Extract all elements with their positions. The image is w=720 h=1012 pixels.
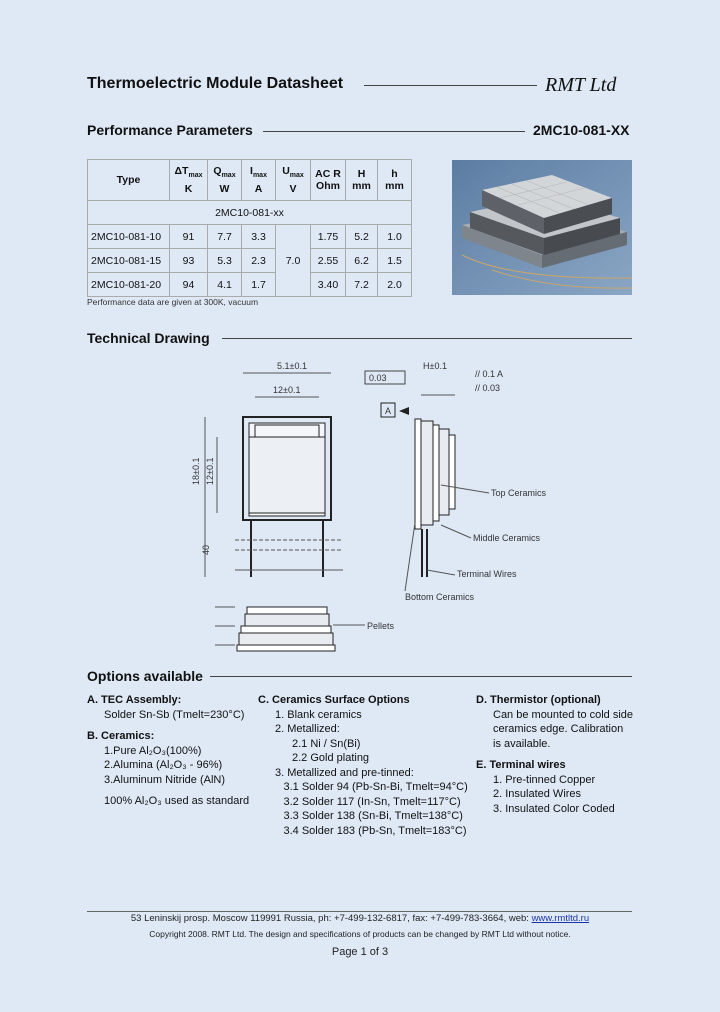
dim-inner: 12±0.1	[273, 385, 301, 395]
table-header-row	[88, 160, 412, 201]
performance-heading: Performance Parameters	[87, 122, 253, 138]
flatness-label: 0.03	[369, 373, 387, 383]
options-heading: Options available	[87, 668, 203, 684]
cell-q: 5.3	[208, 249, 242, 273]
footer-address	[0, 913, 720, 924]
cell-h: 1.0	[378, 225, 412, 249]
option-item	[476, 751, 636, 758]
table-row	[88, 225, 412, 249]
option-heading: B. Ceramics:	[87, 730, 155, 742]
option-heading: A. TEC Assembly:	[87, 694, 182, 706]
brand-name: RMT Ltd	[545, 74, 617, 96]
option-item: 2.1 Ni / Sn(Bi)	[292, 737, 361, 750]
front-view	[205, 373, 343, 577]
header-rule	[364, 85, 537, 86]
col-h: h mm	[378, 160, 412, 201]
footer-rule	[87, 911, 632, 912]
option-item: 1.Pure Al₂O₃(100%)	[104, 744, 202, 757]
option-heading: C. Ceramics Surface Options	[258, 694, 410, 706]
option-item: 3.Aluminum Nitride (AlN)	[104, 773, 226, 786]
cell-type: 2MC10-081-15	[88, 249, 170, 273]
label-pellets: Pellets	[367, 621, 395, 631]
cell-acr: 2.55	[311, 249, 346, 273]
performance-rule	[263, 131, 525, 132]
option-heading: E. Terminal wires	[476, 759, 566, 771]
cell-H: 7.2	[346, 273, 378, 297]
performance-note: Performance data are given at 300K, vacuum	[87, 297, 259, 307]
option-item: 3. Metallized and pre-tinned:	[275, 766, 414, 779]
option-item: 3.3 Solder 138 (Sn-Bi, Tmelt=138°C)	[283, 810, 463, 822]
cell-type: 2MC10-081-20	[88, 273, 170, 297]
parallel-2: // 0.03	[475, 383, 501, 393]
cell-i: 1.7	[242, 273, 276, 297]
option-item: ceramics edge. Calibration	[493, 723, 624, 735]
option-item: 1. Pre-tinned Copper	[493, 773, 596, 786]
option-item: 3. Insulated Color Coded	[493, 802, 615, 815]
table-row	[88, 249, 412, 273]
dim-H: H±0.1	[423, 361, 447, 371]
option-item: 100% Al₂O₃ used as standard	[104, 795, 250, 807]
option-item	[87, 787, 252, 794]
model-number: 2MC10-081-XX	[533, 122, 630, 138]
cell-q: 7.7	[208, 225, 242, 249]
side-view	[365, 371, 455, 577]
website-link[interactable]: www.rmtltd.ru	[531, 913, 590, 924]
option-heading: D. Thermistor (optional)	[476, 694, 601, 706]
options-col-3	[476, 693, 636, 816]
tec-module-image	[452, 160, 632, 295]
footer-address-text: 53 Leninskij prosp. Moscow 119991 Russia, ph: +7-499-132-6817, fax: +7-499-783-3664, web:	[130, 913, 532, 924]
option-item: 2. Metallized:	[275, 723, 340, 735]
dim-top: 5.1±0.1	[277, 361, 307, 371]
option-item: 3.4 Solder 183 (Pb-Sn, Tmelt=183°C)	[283, 824, 467, 837]
cell-i: 3.3	[242, 225, 276, 249]
col-type: Type	[88, 160, 170, 201]
col-H: H mm	[346, 160, 378, 201]
cell-acr: 3.40	[311, 273, 346, 297]
cell-dt: 91	[170, 225, 208, 249]
option-item: is available.	[493, 737, 551, 750]
drawing-rule	[222, 338, 632, 339]
cell-h: 1.5	[378, 249, 412, 273]
dim-height: 18±0.1	[191, 457, 201, 485]
label-middle-ceramics: Middle Ceramics	[473, 533, 541, 543]
col-dtmax: $\Delta T_{max}$ K	[170, 160, 208, 201]
option-item: Can be mounted to cold side	[493, 708, 634, 721]
cell-type: 2MC10-081-10	[88, 225, 170, 249]
cell-q: 4.1	[208, 273, 242, 297]
col-umax: $U_{max}$ V	[276, 160, 311, 201]
option-item: 1. Blank ceramics	[275, 708, 362, 721]
bottom-view	[215, 607, 365, 651]
option-item	[87, 722, 252, 729]
option-item: 2.Alumina (Al₂O₃ - 96%)	[104, 759, 223, 771]
cell-h: 2.0	[378, 273, 412, 297]
cell-H: 5.2	[346, 225, 378, 249]
group-row	[88, 201, 412, 225]
col-imax: $I_{max}$ A	[242, 160, 276, 201]
col-acr: AC R Ohm	[311, 160, 346, 201]
label-terminal-wires: Terminal Wires	[457, 569, 517, 579]
option-item: 3.1 Solder 94 (Pb-Sn-Bi, Tmelt=94°C)	[283, 781, 468, 793]
cell-umax: 7.0	[276, 225, 311, 297]
product-photo	[452, 160, 632, 295]
cell-dt: 94	[170, 273, 208, 297]
label-bottom-ceramics: Bottom Ceramics	[405, 592, 475, 602]
option-item: 2.2 Gold plating	[292, 752, 370, 764]
parallel-1: // 0.1 A	[475, 369, 504, 379]
datum-label: A	[385, 406, 392, 416]
technical-drawing	[175, 355, 585, 655]
dim-lead: 40	[201, 544, 211, 555]
group-label: 2MC10-081-xx	[88, 201, 412, 225]
options-col-2	[258, 693, 473, 838]
footer-copyright: Copyright 2008. RMT Ltd. The design and specifications of products can be changed by RMT Ltd without notice.	[149, 929, 571, 939]
label-top-ceramics: Top Ceramics	[491, 488, 547, 498]
drawing-heading: Technical Drawing	[87, 330, 210, 346]
table-row	[88, 273, 412, 297]
performance-table	[87, 159, 412, 297]
page-title: Thermoelectric Module Datasheet	[87, 75, 344, 92]
option-item: 3.2 Solder 117 (In-Sn, Tmelt=117°C)	[283, 795, 461, 808]
cell-H: 6.2	[346, 249, 378, 273]
option-item: Solder Sn-Sb (Tmelt=230°C)	[104, 708, 245, 721]
page-number: Page 1 of 3	[331, 946, 389, 958]
cell-acr: 1.75	[311, 225, 346, 249]
options-rule	[210, 676, 632, 677]
col-qmax: $Q_{max}$ W	[208, 160, 242, 201]
dim-inner-h: 12±0.1	[205, 457, 215, 485]
options-col-1	[87, 693, 252, 809]
cell-i: 2.3	[242, 249, 276, 273]
option-item: 2. Insulated Wires	[493, 788, 582, 800]
cell-dt: 93	[170, 249, 208, 273]
